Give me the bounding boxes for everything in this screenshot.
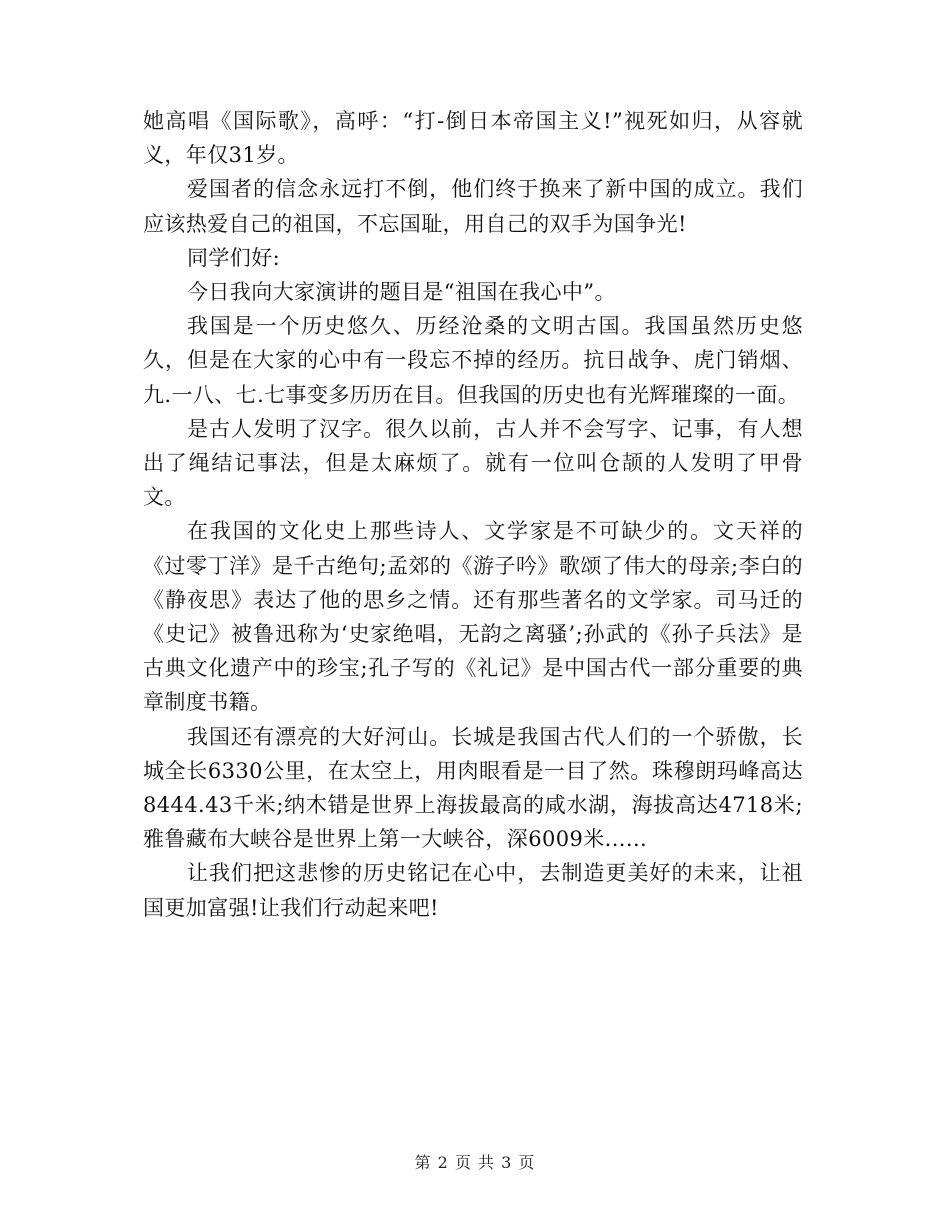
paragraph-7: 在我国的文化史上那些诗人、文学家是不可缺少的。文天祥的《过零丁洋》是千古绝句;孟郊的《游子吟》歌颂了伟大的母亲;李白的《静夜思》表达了他的思乡之情。还有那些著名的文学家。司马迁的《史记》被鲁迅称为‘史家绝唱，无韵之离骚’;孙武的《孙子兵法》是古典文化遗产中的珍宝;孔子写的《礼记》是中国古代一部分重要的典章制度书籍。 xyxy=(143,519,803,715)
page-number-footer: 第 2 页 共 3 页 xyxy=(414,1153,536,1172)
paragraph-5: 我国是一个历史悠久、历经沧桑的文明古国。我国虽然历史悠久，但是在大家的心中有一段忘不掉的经历。抗日战争、虎门销烟、九.一八、七.七事变多历历在目。但我国的历史也有光辉璀璨的一面。 xyxy=(143,314,803,407)
document-body xyxy=(143,104,803,925)
paragraph-3: 同学们好: xyxy=(187,245,281,270)
paragraph-6: 是古人发明了汉字。很久以前，古人并不会写字、记事，有人想出了绳结记事法，但是太麻烦了。就有一位叫仓颉的人发明了甲骨文。 xyxy=(143,416,803,510)
paragraph-4: 今日我向大家演讲的题目是“祖国在我心中”。 xyxy=(187,280,616,305)
paragraph-8: 我国还有漂亮的大好河山。长城是我国古代人们的一个骄傲，长城全长6330公里，在太空上，用肉眼看是一目了然。珠穆朗玛峰高达8444.43千米;纳木错是世界上海拔最高的咸水湖，海拔高达4718米;雅鲁藏布大峡谷是世界上第一大峡谷，深6009米...... xyxy=(143,724,803,852)
paragraph-2: 爱国者的信念永远打不倒，他们终于换来了新中国的成立。我们应该热爱自己的祖国，不忘国耻，用自己的双手为国争光! xyxy=(143,177,803,236)
paragraph-9: 让我们把这悲惨的历史铭记在心中，去制造更美好的未来，让祖国更加富强!让我们行动起来吧! xyxy=(143,861,803,920)
paragraph-1: 她高唱《国际歌》，高呼：“打-倒日本帝国主义!”视死如归，从容就义，年仅31岁。 xyxy=(143,109,803,168)
